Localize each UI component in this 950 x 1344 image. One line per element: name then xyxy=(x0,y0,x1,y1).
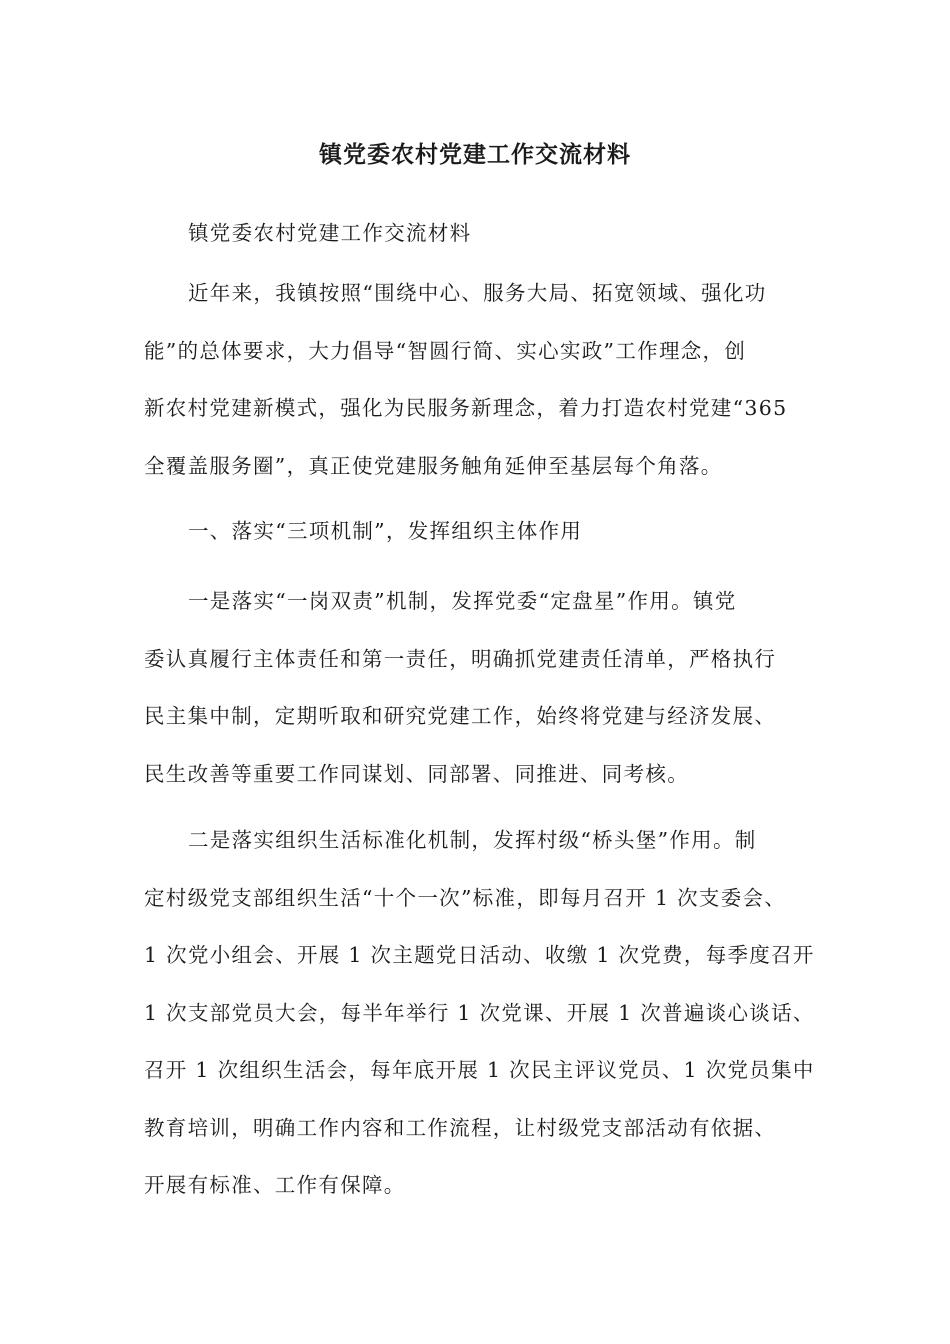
paragraph-line: 民主集中制，定期听取和研究党建工作，始终将党建与经济发展、 xyxy=(144,704,777,728)
paragraph-line: 近年来，我镇按照“围绕中心、服务大局、拓宽领域、强化功 xyxy=(188,281,767,305)
paragraph-subtitle xyxy=(144,205,826,263)
paragraph-line: 开展有标准、工作有保障。 xyxy=(144,1173,406,1197)
paragraph-line: 民生改善等重要工作同谋划、同部署、同推进、同考核。 xyxy=(144,761,689,786)
section-heading xyxy=(144,503,826,561)
paragraph-mechanism-two xyxy=(144,812,826,1215)
paragraph-line: 委认真履行主体责任和第一责任，明确抓党建责任清单，严格执行 xyxy=(144,646,777,671)
document-title: 镇党委农村党建工作交流材料 xyxy=(319,141,631,168)
paragraph-line: 全覆盖服务圈”，真正使党建服务触角延伸至基层每个角落。 xyxy=(144,453,723,478)
paragraph-line: 一、落实“三项机制”，发挥组织主体作用 xyxy=(188,519,583,543)
paragraph-line: 教育培训，明确工作内容和工作流程，让村级党支部活动有依据、 xyxy=(144,1115,777,1140)
paragraph-line: 能”的总体要求，大力倡导“智圆行简、实心实政”工作理念，创 xyxy=(144,338,747,363)
paragraph-line: 1 次支部党员大会，每半年举行 1 次党课、开展 1 次普遍谈心谈话、 xyxy=(144,1000,815,1025)
paragraph-mechanism-one xyxy=(144,573,826,803)
paragraph-line: 二是落实组织生活标准化机制，发挥村级“桥头堡”作用。制 xyxy=(188,828,757,852)
paragraph-line: 定村级党支部组织生活“十个一次”标准，即每月召开 1 次支委会、 xyxy=(144,885,787,910)
paragraph-intro xyxy=(144,265,826,495)
paragraph-line: 召开 1 次组织生活会，每年底开展 1 次民主评议党员、1 次党员集中 xyxy=(144,1058,815,1082)
paragraph-line: 一是落实“一岗双责”机制，发挥党委“定盘星”作用。镇党 xyxy=(188,589,737,613)
paragraph-line: 新农村党建新模式，强化为民服务新理念，着力打造农村党建“365 xyxy=(144,396,788,420)
paragraph-line: 1 次党小组会、开展 1 次主题党日活动、收缴 1 次党费，每季度召开 xyxy=(144,943,815,967)
paragraph-line: 镇党委农村党建工作交流材料 xyxy=(188,221,472,245)
